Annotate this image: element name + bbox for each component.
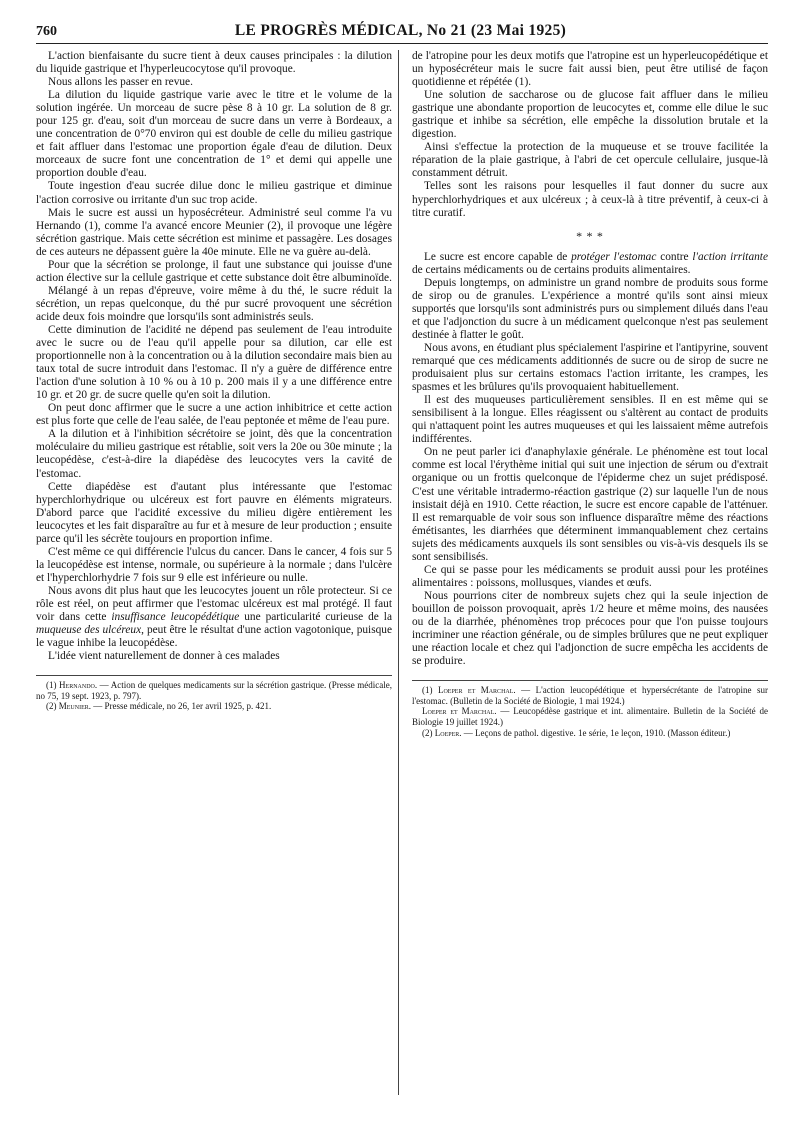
paragraph: Pour que la sécrétion se prolonge, il faut une substance qui jouisse d'une action élective sur la cellule gastrique et cette substance doit être albuminoïde. <box>36 258 392 284</box>
left-column <box>36 50 392 738</box>
footnote-text: — Action de quelques medicaments sur la sécrétion gastrique. (Presse médicale, no 75, 19 sept. 1923, p. 797). <box>36 680 392 701</box>
footnote-text: — Leçons de pathol. digestive. 1e série, 1e leçon, 1910. (Masson éditeur.) <box>461 727 731 738</box>
footnotes-right <box>412 680 768 738</box>
text-run: , peut être le résultat d'une action vagotonique, puisque le vague inhibe la leucopédèse. <box>36 624 392 650</box>
italic-phrase: muqueuse des ulcéreux <box>36 624 142 637</box>
page-header <box>36 22 768 44</box>
footnote-text: — Presse médicale, no 26, 1er avril 1925, p. 421. <box>91 701 272 712</box>
paragraph: Nous avons, en étudiant plus spécialement l'aspirine et l'antipyrine, souvent remarqué que ces médicaments additionnés de sucre ou de sirop de sucre ne produisaient plus sur certains estomacs l'action irritante, les crampes, les spasmes et les brûlures qu'ils provoquaient habituellement. <box>412 341 768 394</box>
paragraph: Il est des muqueuses particulièrement sensibles. Il en est même qui se sensibilisent à la longue. Elles réagissent ou s'altèrent au contact de produits qui n'attaquent point les autres muqueuses et qui les laissaient même autrefois indifférentes. <box>412 394 768 446</box>
paragraph: Telles sont les raisons pour lesquelles il faut donner du sucre aux hyperchlorhydriques et aux ulcéreux ; à ceux-là à titre préventif, à ceux-ci à titre curatif. <box>412 180 768 219</box>
paragraph: On ne peut parler ici d'anaphylaxie générale. Le phénomène est tout local comme est local l'érythème initial qui suit une injection de sérum ou d'extrait organique ou un frottis quelconque de l'épiderme chez un sujet prédisposé. C'est une véritable intradermo-réaction gastrique (2) sur laquelle l'un de nous insistait déjà en 1910. Cette réaction, le sucre est encore capable de l'atténuer. Il est remarquable de voir sous son influence disparaître même des réactions émétisantes, les diarrhées que déterminent immanquablement chez certains sujets des médicaments auxquels ils sont sensibles ou vis-à-vis desquels ils se sont sensibilisés. <box>412 446 768 563</box>
footnote-author: Loeper. <box>434 727 462 738</box>
paragraph: L'idée vient naturellement de donner à ces malades <box>48 650 280 663</box>
footnote-marker: (1) <box>46 680 57 691</box>
paragraph: de l'atropine pour les deux motifs que l'atropine est un hyperleucopédétique et un hyposécréteur mais le sucre fait aussi bien, peut être utilisé de façon quotidienne et répétée (1). <box>412 50 768 89</box>
paragraph: Depuis longtemps, on administre un grand nombre de produits sous forme de sirop ou de granules. L'expérience a montré qu'ils sont ainsi mieux supportés que lorsqu'ils sont administrés purs ou simplement dilués dans l'eau et que l'adjonction du sucre à un médicament quelconque n'est pas seulement destinée à flatter le goût. <box>412 276 768 341</box>
footnote <box>412 685 768 706</box>
footnote <box>36 680 392 701</box>
footnote <box>36 701 392 712</box>
text-run: contre <box>656 250 693 263</box>
paragraph: Toute ingestion d'eau sucrée dilue donc le milieu gastrique et diminue l'action corrosive ou irritante d'un suc trop acide. <box>36 180 392 206</box>
paragraph: L'action bienfaisante du sucre tient à deux causes principales : la dilution du liquide gastrique et l'hyperleucocytose qu'il provoque. <box>36 50 392 76</box>
article-columns <box>36 50 768 738</box>
paragraph <box>36 585 392 650</box>
right-column <box>412 50 768 738</box>
paragraph <box>412 251 768 277</box>
paragraph: Cette diapédèse est d'autant plus intéressante que l'estomac hyperchlorhydrique ou ulcéreux est fort pauvre en éléments migrateurs. D'abord parce que l'acidité excessive du milieu digère entièrement les leucocytes et les fait disparaître au fur et à mesure de leur production ; ensuite parce qu'il les sécrète toujours en proportion infime. <box>36 480 392 545</box>
footnote-author: Hernando. <box>59 680 98 691</box>
italic-phrase: insuffisance leucopédétique <box>111 611 240 624</box>
italic-phrase: l'action irritante <box>692 250 768 263</box>
paragraph: A la dilution et à l'inhibition sécrétoire se joint, dès que la concentration moléculaire du milieu gastrique est rétablie, soit vers la 20e ou 30e minute ; la leucopédèse, c'est-à-dire la diapédèse des leucocytes vers la cavité de l'estomac. <box>36 428 392 480</box>
paragraph: Ainsi s'effectue la protection de la muqueuse et se trouve facilitée la réparation de la plaie gastrique, à l'abri de cet opercule cellulaire, jusque-là constamment détruit. <box>412 141 768 180</box>
italic-phrase: protéger l'estomac <box>571 250 657 263</box>
paragraph: Ce qui se passe pour les médicaments se produit aussi pour les protéines alimentaires : poissons, mollusques, viandes et œufs. <box>412 563 768 589</box>
footnote-author: Loeper et Marchal. <box>437 685 516 696</box>
footnote-text: — L'action leucopédétique et hypersécrétante de l'atropine sur l'estomac. (Bulletin de la Société de Biologie, 1 mai 1924.) <box>412 685 769 706</box>
footnote <box>412 706 768 727</box>
footnote-marker: (2) <box>422 727 433 738</box>
section-separator: * * * <box>576 228 604 243</box>
text-run: une particularité curieuse de la <box>239 611 392 624</box>
footnote-author: Meunier. <box>58 701 91 712</box>
paragraph: On peut donc affirmer que le sucre a une action inhibitrice et cette action est plus forte que celle de l'eau salée, de l'eau peptonée et même de l'eau pure. <box>36 402 392 428</box>
footnote <box>412 728 768 739</box>
paragraph: Une solution de saccharose ou de glucose fait affluer dans le milieu gastrique une abondante proportion de leucocytes et, comme elle dilue le suc gastrique et inhibe sa sécrétion, elle empêche la dissolution brutale et la digestion. <box>412 89 768 141</box>
text-run: Nous avons dit plus haut que les leucocytes jouent un rôle protecteur. Si ce rôle est réel, on peut affirmer que l'estomac ulcéreux est mal protégé. Il faut voir dans cette <box>36 584 392 624</box>
running-head: LE PROGRÈS MÉDICAL, No 21 (23 Mai 1925) <box>234 22 567 39</box>
footnote-author: Loeper et Marchal. <box>422 706 497 717</box>
column-divider <box>398 50 399 1095</box>
page-number: 760 <box>36 24 57 39</box>
paragraph: Cette diminution de l'acidité ne dépend pas seulement de l'eau introduite avec le sucre ou de l'eau qu'il appelle pour sa dilution, car elle est proportionnelle non à la concentration ou à la dilution secondaire mais bien au taux total de sucre introduit dans l'estomac. Il n'y a guère de différence entre l'action d'une solution à 10 % ou à 10 p. 200 mais il y a une différence entre 10 gr. et 20 gr. de sucre quelle qu'en soit la dilution. <box>36 323 392 402</box>
paragraph: La dilution du liquide gastrique varie avec le titre et le volume de la solution ingérée. Un morceau de sucre pèse 8 à 10 gr. La solution de 8 gr. pour 125 gr. d'eau, soit d'un morceau de sucre dans un verre à Bordeaux, a une concentration de 0°70 environ qui est double de celle du milieu gastrique et fait affluer dans l'estomac une proportion égale d'eau de dilution. Deux morceaux de sucre font une concentration de 1° et demi qui appelle une proportion double d'eau. <box>36 89 392 180</box>
paragraph: Nous pourrions citer de nombreux sujets chez qui la seule injection de bouillon de poisson provoquait, après 1/2 heure et même moins, des nausées ou de la diarrhée, phénomènes trop précoces pour que l'on puisse toujours incriminer une réaction générale, ou de simples brûlures que ne peut expliquer une réaction locale et chez qui l'adjonction de sucre empêcha les accidents de se produire. <box>412 589 768 668</box>
paragraph: Nous allons les passer en revue. <box>48 76 193 89</box>
footnote-marker: (2) <box>46 701 57 712</box>
text-run: Le sucre est encore capable de <box>424 250 572 263</box>
paragraph: Mélangé à un repas d'épreuve, voire même à du thé, le sucre réduit la sécrétion, un repas quelconque, du thé pur sucré provoquent une sécrétion acide deux fois moindre que lorsqu'ils sont administrés seuls. <box>36 284 392 323</box>
paragraph: C'est même ce qui différencie l'ulcus du cancer. Dans le cancer, 4 fois sur 5 la leucopédèse est intense, normale, ou supérieure à la normale ; dans l'ulcère et l'hyperchlorhydrie 7 fois sur 9 elle est inférieure ou nulle. <box>36 545 392 584</box>
text-run: de certains médicaments ou de certains produits alimentaires. <box>412 263 691 276</box>
footnotes-left <box>36 675 392 712</box>
footnote-marker: (1) <box>422 685 433 696</box>
paragraph: Mais le sucre est aussi un hyposécréteur. Administré seul comme l'a vu Hernando (1), comme l'a avancé encore Meunier (2), il provoque une légère sécrétion gastrique. Mais cette sécrétion est minime et passagère. Les dosages de ces auteurs ne dépassent guère la 40e minute. Elle ne va guère au-delà. <box>36 206 392 258</box>
footnote-text: — Leucopédèse gastrique et int. alimentaire. Bulletin de la Société de Biologie 19 juillet 1924.) <box>412 706 768 727</box>
